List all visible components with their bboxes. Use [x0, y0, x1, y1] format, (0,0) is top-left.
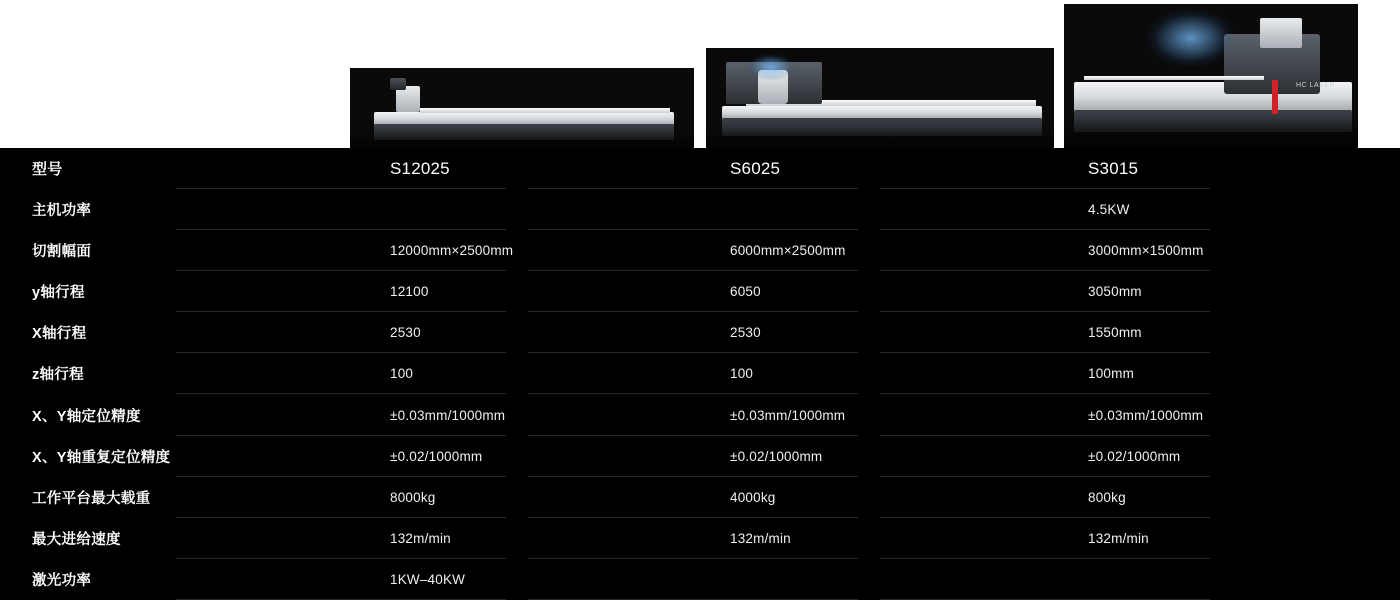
machine-rail — [420, 108, 670, 113]
table-row — [0, 559, 1400, 600]
spec-value: 1KW–40KW — [390, 571, 466, 587]
spec-value: ±0.02/1000mm — [730, 448, 823, 464]
spec-value: 6050 — [730, 284, 761, 300]
spec-value: 4.5KW — [1088, 202, 1130, 218]
spec-value: 100 — [730, 366, 754, 382]
table-row — [0, 148, 1400, 189]
machine-rail — [1084, 76, 1264, 80]
spec-label: X、Y轴重复定位精度 — [32, 449, 171, 466]
spec-value: 3000mm×1500mm — [1088, 243, 1204, 259]
spec-value: 2530 — [390, 325, 421, 341]
spec-value: ±0.03mm/1000mm — [730, 407, 846, 423]
spec-value: 132m/min — [730, 530, 791, 546]
spec-label: X、Y轴定位精度 — [32, 408, 141, 425]
spec-value: 132m/min — [1088, 530, 1149, 546]
spec-label: 激光功率 — [32, 572, 92, 589]
machine-illustration — [706, 48, 1054, 148]
spec-label: 主机功率 — [32, 203, 92, 220]
spec-value: 4000kg — [730, 489, 776, 505]
spec-label: y轴行程 — [32, 285, 85, 302]
table-row — [0, 230, 1400, 271]
table-row — [0, 189, 1400, 230]
spec-label: X轴行程 — [32, 326, 87, 343]
product-photo-s3015 — [1064, 4, 1358, 148]
table-row — [0, 312, 1400, 353]
spec-value: 8000kg — [390, 489, 436, 505]
spec-value: 800kg — [1088, 489, 1126, 505]
spec-value: ±0.03mm/1000mm — [390, 407, 506, 423]
machine-glow — [1148, 10, 1234, 66]
machine-brand-logo: HC LASER — [1296, 82, 1336, 89]
product-photo-s12025 — [350, 68, 694, 148]
spec-value: 100 — [390, 366, 414, 382]
spec-value: S6025 — [730, 158, 781, 178]
product-image-strip — [0, 0, 1400, 148]
spec-label: z轴行程 — [32, 367, 84, 384]
machine-cutting-head — [1260, 18, 1302, 48]
spec-value: 6000mm×2500mm — [730, 243, 846, 259]
table-row — [0, 477, 1400, 518]
specification-table — [0, 148, 1400, 600]
table-row — [0, 436, 1400, 477]
machine-head-top — [390, 78, 406, 90]
machine-shadow — [706, 126, 1054, 148]
spec-value: ±0.03mm/1000mm — [1088, 407, 1204, 423]
spec-value: 1550mm — [1088, 325, 1142, 341]
machine-illustration — [350, 68, 694, 148]
spec-value: ±0.02/1000mm — [390, 448, 483, 464]
spec-value: S12025 — [390, 158, 450, 178]
spec-label: 工作平台最大载重 — [32, 490, 151, 507]
spec-value: 2530 — [730, 325, 761, 341]
spec-value: 132m/min — [390, 530, 451, 546]
spec-label: 型号 — [32, 161, 63, 179]
spec-value: S3015 — [1088, 158, 1139, 178]
table-row — [0, 394, 1400, 435]
table-row — [0, 518, 1400, 559]
table-row — [0, 353, 1400, 394]
spec-rows-container — [0, 148, 1400, 600]
machine-glow — [748, 54, 794, 80]
machine-accent-stripe — [1272, 80, 1278, 114]
spec-label: 最大进给速度 — [32, 531, 121, 548]
product-photo-s6025 — [706, 48, 1054, 148]
spec-value: 12100 — [390, 284, 429, 300]
machine-illustration — [1064, 4, 1358, 148]
machine-shadow — [350, 130, 694, 148]
machine-shadow — [1064, 116, 1358, 148]
spec-value: 3050mm — [1088, 284, 1142, 300]
spec-value: 100mm — [1088, 366, 1135, 382]
spec-value: 12000mm×2500mm — [390, 243, 514, 259]
table-row — [0, 271, 1400, 312]
spec-value: ±0.02/1000mm — [1088, 448, 1181, 464]
spec-label: 切割幅面 — [32, 244, 92, 261]
